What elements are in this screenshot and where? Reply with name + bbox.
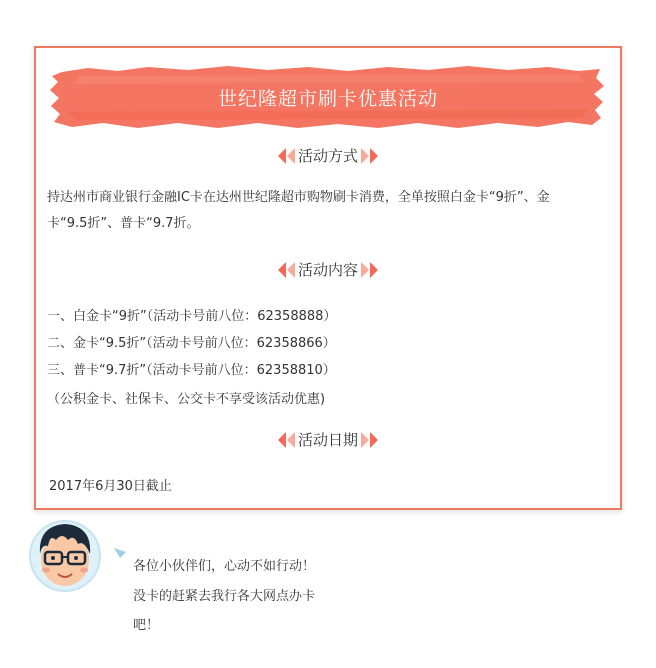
right-arrows-icon xyxy=(360,148,378,164)
list-item: 二、金卡“9.5折”（活动卡号前八位：62358866） xyxy=(47,336,336,351)
message-line: 没卡的赶紧去我行各大网点办卡 xyxy=(133,589,316,604)
section-heading-date xyxy=(36,429,620,450)
section-heading-method xyxy=(36,145,620,166)
promotion-card xyxy=(34,46,622,510)
title-banner xyxy=(48,62,608,132)
method-description: 持达州市商业银行金融IC卡在达州世纪隆超市购物刷卡消费，全单按照白金卡“9折”、金卡“9.5折”、普卡“9.7折。 xyxy=(47,190,550,231)
section-heading-label: 活动内容 xyxy=(297,261,358,279)
list-item: 三、普卡“9.7折”（活动卡号前八位：62358810） xyxy=(47,363,336,378)
left-arrows-icon xyxy=(278,432,296,448)
speech-bubble-tail-icon xyxy=(114,548,126,558)
banner-title: 世纪隆超市刷卡优惠活动 xyxy=(217,87,438,110)
message-line: 吧！ xyxy=(133,618,160,633)
section-heading-content xyxy=(36,259,620,280)
left-arrows-icon xyxy=(278,262,296,278)
deadline-text: 2017年6月30日截止 xyxy=(49,479,172,494)
cartoon-face-icon xyxy=(28,518,102,598)
message-line: 各位小伙伴们，心动不如行动！ xyxy=(133,559,316,574)
avatar xyxy=(28,518,102,602)
section-heading-label: 活动日期 xyxy=(297,431,358,449)
left-arrows-icon xyxy=(278,148,296,164)
right-arrows-icon xyxy=(360,262,378,278)
section-heading-label: 活动方式 xyxy=(297,147,358,165)
exclusion-note: （公积金卡、社保卡、公交卡不享受该活动优惠) xyxy=(47,392,326,407)
right-arrows-icon xyxy=(360,432,378,448)
list-item: 一、白金卡“9折”（活动卡号前八位：62358888） xyxy=(47,309,337,324)
